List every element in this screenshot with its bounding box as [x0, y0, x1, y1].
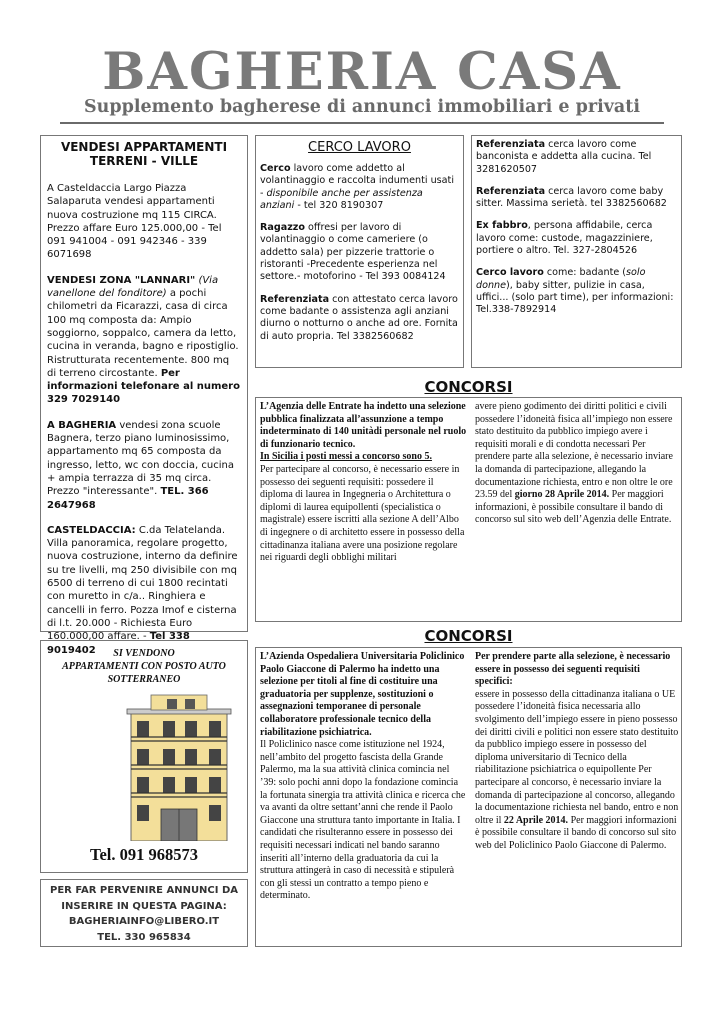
- submit-email[interactable]: BAGHERIAINFO@LIBERO.IT: [68, 916, 220, 927]
- property-ad-3-body: vendesi zona scuole Bagnera, terzo piano luminosissimo, appartamento mq 65 composta da ingresso, letto, wc con doccia, cucina + ampia terrazza di 35 mq circa. Prezzo "interessante".: [47, 419, 234, 498]
- masthead-divider: [60, 122, 664, 124]
- job-ad-7-body: come: badante (: [543, 267, 627, 279]
- property-ad-2-lead-italic: (Via vanellone del fonditore): [47, 274, 219, 300]
- sale-phone: Tel. 091 968573: [89, 845, 199, 864]
- job-ad-7: [476, 267, 677, 316]
- job-seeking-heading: CERCO LAVORO: [308, 140, 411, 155]
- concorsi-1-right-column: [475, 401, 679, 527]
- property-ad-1-text: A Casteldaccia Largo Piazza Salaparuta vendesi appartamenti nuova costruzione mq 115 CIRCA. Prezzo affare Euro 125.000,00 - Tel 091 941004 - 091 942346 - 339 6071698: [47, 183, 222, 261]
- concorsi-2-deadline: 22 Aprile 2014.: [503, 814, 569, 826]
- job-ad-1-lead: Cerco: [260, 163, 291, 174]
- property-ad-2-body: a pochi chilometri da Ficarazzi, casa di circa 100 mq composta da: Ampio soggiorno, soppalco, camera da letto, cucina in veranda, bagno e ripostiglio. Ristrutturata recentemente. 800 mq di terreno circostante.: [47, 288, 239, 379]
- concorsi-2-right-body: essere in possesso della cittadinanza italiana o UE possedere l’idoneità fisica necessaria allo svolgimento dell’impiego essere in pieno possesso dei diritti civili e politici non essere stato destituito da pubblico impiego essere in possesso del diploma universitario di Tecnico della riabilitazione psichiatrica o equipollente Per partecipare al concorso, è necessario inviare la domanda di partecipazione al concorso, allegando la documentazione richiesta nel bando, entro e non oltre il: [475, 688, 679, 826]
- concorsi-1-left-column: [260, 401, 467, 565]
- property-ad-4: [47, 524, 241, 657]
- concorsi-2-intro: L’Azienda Ospedaliera Universitaria Policlinico Paolo Giaccone di Palermo ha indetto una selezione per titoli al fine di costituire una graduatoria per supplenze, sostituzioni o assegnazioni temporanee di personale collaboratore professionale tecnico della riabilitazione psichiatrica.: [260, 651, 465, 738]
- job-seeking-box: [255, 135, 464, 368]
- job-ad-7-italic: solo donne: [476, 267, 646, 291]
- concorsi-heading-1: CONCORSI: [424, 378, 513, 396]
- property-ad-4-lead: CASTELDACCIA:: [47, 524, 136, 536]
- job-ad-1-body: lavoro come addetto al volantinaggio e raccolta indumenti usati -: [260, 163, 454, 199]
- concorsi-2-right-text: [475, 689, 679, 853]
- masthead-title: BAGHERIA CASA: [102, 42, 622, 102]
- concorsi-1-right-body: avere pieno godimento dei diritti politici e civili possedere l’idoneità fisica all’impiego non essere stato destituito da pubblico impiego avere i requisiti morali e di condotta necessari Per prendere parte alla selezione, è necessario inviare la domanda di partecipazione, allegando la documentazione richiesta, entro e non oltre le ore 23.59 del: [475, 401, 673, 501]
- concorsi-2-left-body: Il Policlinico nasce come istituzione nel 1924, nell’ambito del progetto fascista della Grande Palermo, ma la sua attività clinica comincia nel ’39: solo pochi anni dopo la fondazione comincia la fortunata sinergia tra attività clinica e ricerca che va avanti da oltre settant’anni che rende il Paolo Giaccone una struttura tanto importante in Italia. I candidati che risulteranno essere in possesso dei requisiti necessari indicati nel bando saranno inseriti all’interno della graduatoria da cui la struttura attingerà in caso di necessità e stipulerà con gli stessi un contratto a tempo pieno e determinato.: [260, 739, 466, 902]
- submit-phone: TEL. 330 965834: [97, 931, 191, 943]
- apartments-sale-box: [40, 640, 248, 873]
- job-ad-6-body: , persona affidabile, cerca lavoro come: custode, magazziniere, portiere o altro. Tel. 327-2804526: [476, 220, 653, 257]
- concorsi-1-intro: L’Agenzia delle Entrate ha indetto una selezione pubblica finalizzata all’assunzione a tempo indeterminato di 140 unitàdi personale nel ruolo di funzionario tecnico.: [260, 401, 467, 450]
- job-ad-1: [260, 163, 459, 212]
- job-ad-3-body: con attestato cerca lavoro come badante o assistenza agli anziani diurno o notturno o anche ad ore. Fornita di auto propria. Tel 3382560682: [260, 293, 458, 342]
- submit-line-2: INSERIRE IN QUESTA PAGINA:: [61, 900, 227, 912]
- property-ad-4-contact: Tel 338 9019402: [47, 631, 190, 656]
- sale-line-1: SI VENDONO: [113, 648, 175, 659]
- job-ad-6: [476, 220, 677, 257]
- concorsi-1-right-text: [475, 401, 679, 527]
- job-ad-5: [476, 186, 677, 211]
- job-ad-4-body: cerca lavoro come banconista e addetta alla cucina. Tel 3281620507: [476, 139, 652, 175]
- concorsi-2-right-tail: Per maggiori informazioni è possibile consultare il bando di concorso sul sito web del Policlinico Paolo Giaccone di Palermo.: [475, 814, 677, 851]
- job-ad-1-italic: disponibile anche per assistenza anziani: [260, 187, 423, 211]
- job-ad-5-body: cerca lavoro come baby sitter. Massima serietà. tel 3382560682: [476, 185, 667, 210]
- job-ad-3: [260, 294, 459, 343]
- property-ads-heading: VENDESI APPARTAMENTI TERRENI - VILLE: [60, 140, 228, 168]
- property-ad-1: [47, 182, 241, 262]
- job-ad-3-lead: Referenziata: [260, 293, 330, 305]
- property-ad-3-lead: A BAGHERIA: [47, 419, 117, 431]
- job-ad-6-lead: Ex fabbro: [476, 220, 528, 232]
- job-ad-2-lead: Ragazzo: [260, 222, 305, 234]
- concorsi-1-deadline: giorno 28 Aprile 2014.: [514, 489, 610, 501]
- job-ad-5-lead: Referenziata: [476, 185, 546, 197]
- job-ad-4-lead: Referenziata: [476, 139, 546, 150]
- job-ad-1-tail: - tel 320 8190307: [294, 199, 384, 211]
- concorsi-1-sicily: In Sicilia i posti messi a concorso sono 5.: [260, 451, 432, 463]
- concorsi-1-right-tail: Per maggiori informazioni, è possibile consultare il bando di concorso sul sito web dell’Agenzia delle Entrate.: [475, 489, 672, 526]
- concorsi-box-1: [255, 397, 682, 622]
- sale-line-3: SOTTERRANEO: [107, 674, 181, 685]
- concorsi-box-2: [255, 647, 682, 947]
- job-ad-2-body: offresi per lavoro di volantinaggio o come cameriere (o addetto sala) per pizzerie trattorie o ristoranti -Precedente esperienza nel settore.- motoforino - Tel 393 0084124: [260, 222, 446, 283]
- job-ad-4: [476, 139, 677, 176]
- concorsi-2-left-column: [260, 651, 467, 903]
- job-ad-7-tail: ), baby sitter, pulizie in casa, uffici... (solo part time), per informazioni: Tel.338-7892914: [476, 279, 674, 316]
- property-ad-4-body: C.da Telatelanda. Villa panoramica, regolare progetto, nuova costruzione, interno da definire su tre livelli, mq 250 divisibile con mq 6500 di terreno di cui 1800 recintati con muretto in c/a.. Ringhiera e cancelli in ferro. Pozza Imof e cisterna di l.t. 20.000 - Richiesta Euro 160.000,00 affare. -: [47, 524, 238, 643]
- property-ad-3-contact: TEL. 366 2647968: [47, 486, 209, 511]
- concorsi-2-right-intro: Per prendere parte alla selezione, è necessario essere in possesso dei seguenti requisiti specifici:: [475, 651, 671, 688]
- submit-line-1: PER FAR PERVENIRE ANNUNCI DA: [49, 885, 239, 896]
- masthead-subtitle: Supplemento bagherese di annunci immobiliari e privati: [84, 97, 640, 117]
- building-illustration: [123, 691, 235, 841]
- sale-line-2: APPARTAMENTI CON POSTO AUTO: [62, 661, 226, 672]
- property-ad-2-contact: Per informazioni telefonare al numero 329 7029140: [47, 367, 240, 406]
- concorsi-heading-2: CONCORSI: [424, 627, 513, 645]
- job-ad-7-lead: Cerco lavoro: [476, 267, 544, 279]
- job-seeking-box-2: [471, 135, 682, 368]
- property-ad-2-lead: VENDESI ZONA "LANNARI": [47, 274, 196, 286]
- submit-ads-box: [40, 879, 248, 947]
- concorsi-1-requirements: Per partecipare al concorso, è necessario essere in possesso dei seguenti requisiti: possedere il diploma di laurea in Ingegneria o Architettura o diplomi di laurea equipollenti (specialistica o magistrale) essere iscritti alla sezione A dell’Albo di ingegnere o di architetto essere in possesso della cittadinanza italiana avere una posizione regolare nei riguardi degli obblighi militari: [260, 463, 465, 564]
- property-ad-2: [47, 274, 241, 407]
- property-ad-3: [47, 419, 241, 512]
- concorsi-2-right-column: [475, 651, 679, 853]
- job-ad-2: [260, 222, 459, 283]
